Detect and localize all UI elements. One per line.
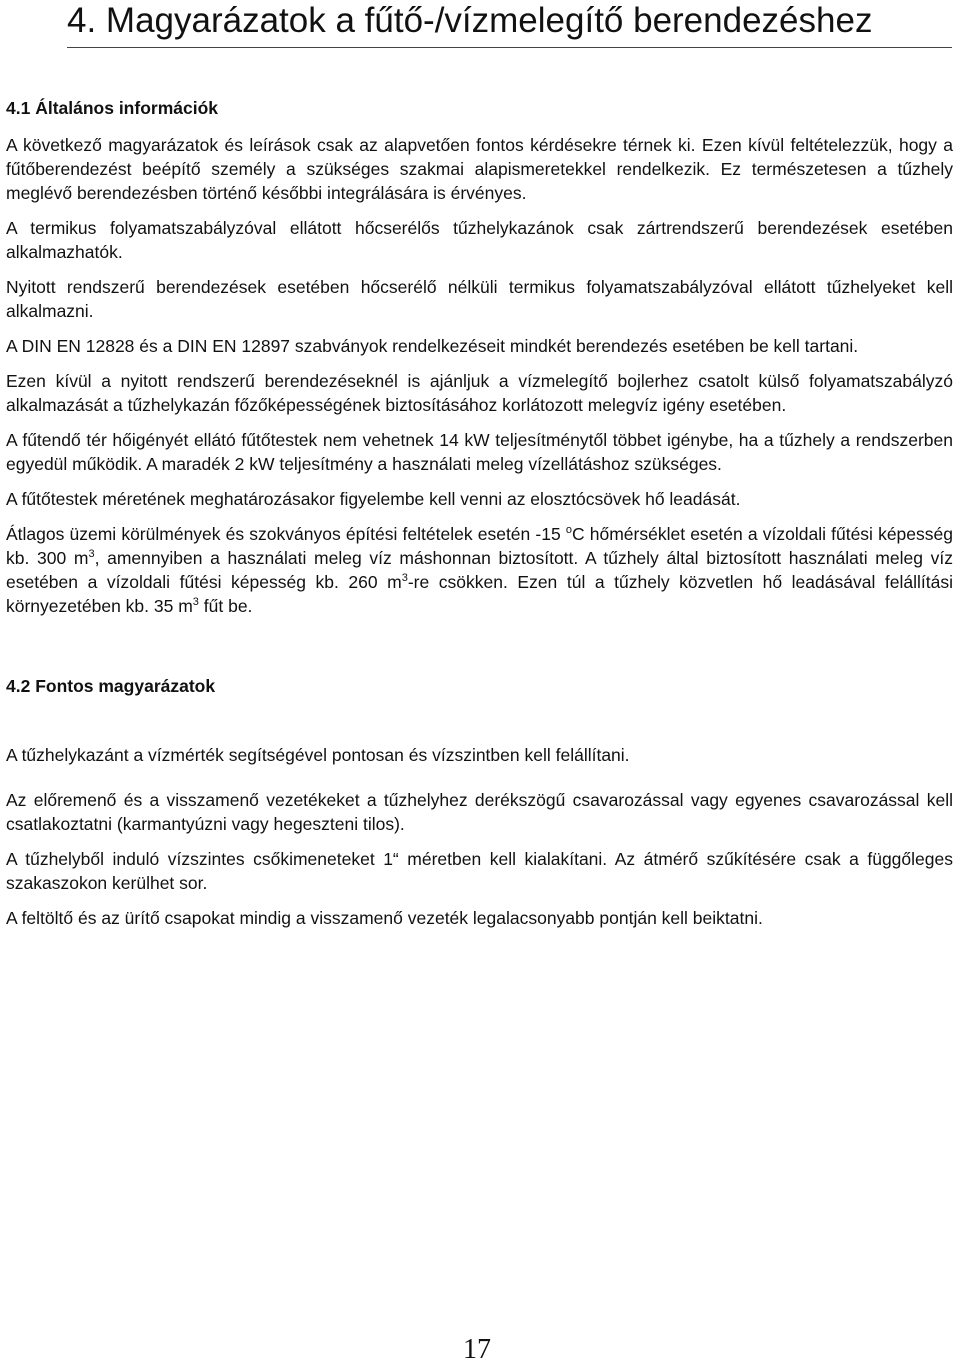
document-body <box>6 96 953 930</box>
page-title: 4. Magyarázatok a fűtő-/vízmelegítő berendezéshez <box>67 1 873 40</box>
section-heading-4-1: 4.1 Általános információk <box>6 98 219 118</box>
paragraph-radiators: A fűtőtestek méretének meghatározásakor figyelembe kell venni az elosztócsövek hő leadását. <box>6 489 741 509</box>
paragraph-heating-capacity: Átlagos üzemi körülmények és szokványos építési feltételek esetén -15 $^o$C hőmérséklet esetén a vízoldali fűtési képesség kb. 300 $m^3$, amennyiben a használati meleg víz máshonnan biztosított. A tűzhely által biztosított használati meleg víz esetében a vízoldali fűtési képesség kb. 260 $m^3-re$ csökken. Ezen túl a tűzhely közvetlen hő leadásával felállítási környezetében kb. 35 $m^3$ fűt be. <box>6 524 953 616</box>
paragraph-intro: A következő magyarázatok és leírások csak az alapvetően fontos kérdésekre térnek ki. Ezen kívül feltételezzük, hogy a fűtőberendezést beépítő személy a szükséges szakmai alapismeretekkel rendelkezik. Ez természetesen a tűzhely meglévő berendezésben történő későbbi integrálására is érvényes. <box>6 135 953 203</box>
page-number: 17 <box>463 1334 491 1365</box>
paragraph-standards: A DIN EN 12828 és a DIN EN 12897 szabványok rendelkezéseit mindkét berendezés esetében be kell tartani. <box>6 336 859 356</box>
paragraph-pipe-connection: Az előremenő és a visszamenő vezetékeket a tűzhelyhez derékszögű csavarozással vagy egyenes csavarozással kell csatlakoztatni (karmantyúzni vagy hegeszteni tilos). <box>6 790 953 834</box>
section-heading-4-2: 4.2 Fontos magyarázatok <box>6 676 216 696</box>
section-4-1-body <box>6 133 953 618</box>
section-4-2-body <box>6 743 953 930</box>
paragraph-heat-demand: A fűtendő tér hőigényét ellátó fűtőtestek nem vehetnek 14 kW teljesítménytől többet igénybe, ha a tűzhely a rendszerben egyedül működik. A maradék 2 kW teljesítmény a használati meleg vízellátáshoz szükséges. <box>6 430 953 474</box>
title-divider <box>67 47 952 48</box>
paragraph-pipe-outlets: A tűzhelyből induló vízszintes csőkimeneteket 1“ méretben kell kialakítani. Az átmérő szűkítésére csak a függőleges szakaszokon kerülhet sor. <box>6 849 953 893</box>
paragraph-taps: A feltöltő és az ürítő csapokat mindig a visszamenő vezeték legalacsonyabb pontján kell beiktatni. <box>6 908 763 928</box>
paragraph-open-system: Nyitott rendszerű berendezések esetében hőcserélő nélküli termikus folyamatszabályzóval ellátott tűzhelyeket kell alkalmazni. <box>6 277 953 321</box>
paragraph-leveling: A tűzhelykazánt a vízmérték segítségével pontosan és vízszintben kell felállítani. <box>6 745 630 765</box>
paragraph-controller: Ezen kívül a nyitott rendszerű berendezéseknél is ajánljuk a vízmelegítő bojlerhez csatolt külső folyamatszabályzó alkalmazását a tűzhelykazán főzőképességének biztosításához korlátozott melegvíz igény esetében. <box>6 371 953 415</box>
paragraph-closed-system: A termikus folyamatszabályzóval ellátott hőcserélős tűzhelykazánok csak zártrendszerű berendezések esetében alkalmazhatók. <box>6 218 953 262</box>
